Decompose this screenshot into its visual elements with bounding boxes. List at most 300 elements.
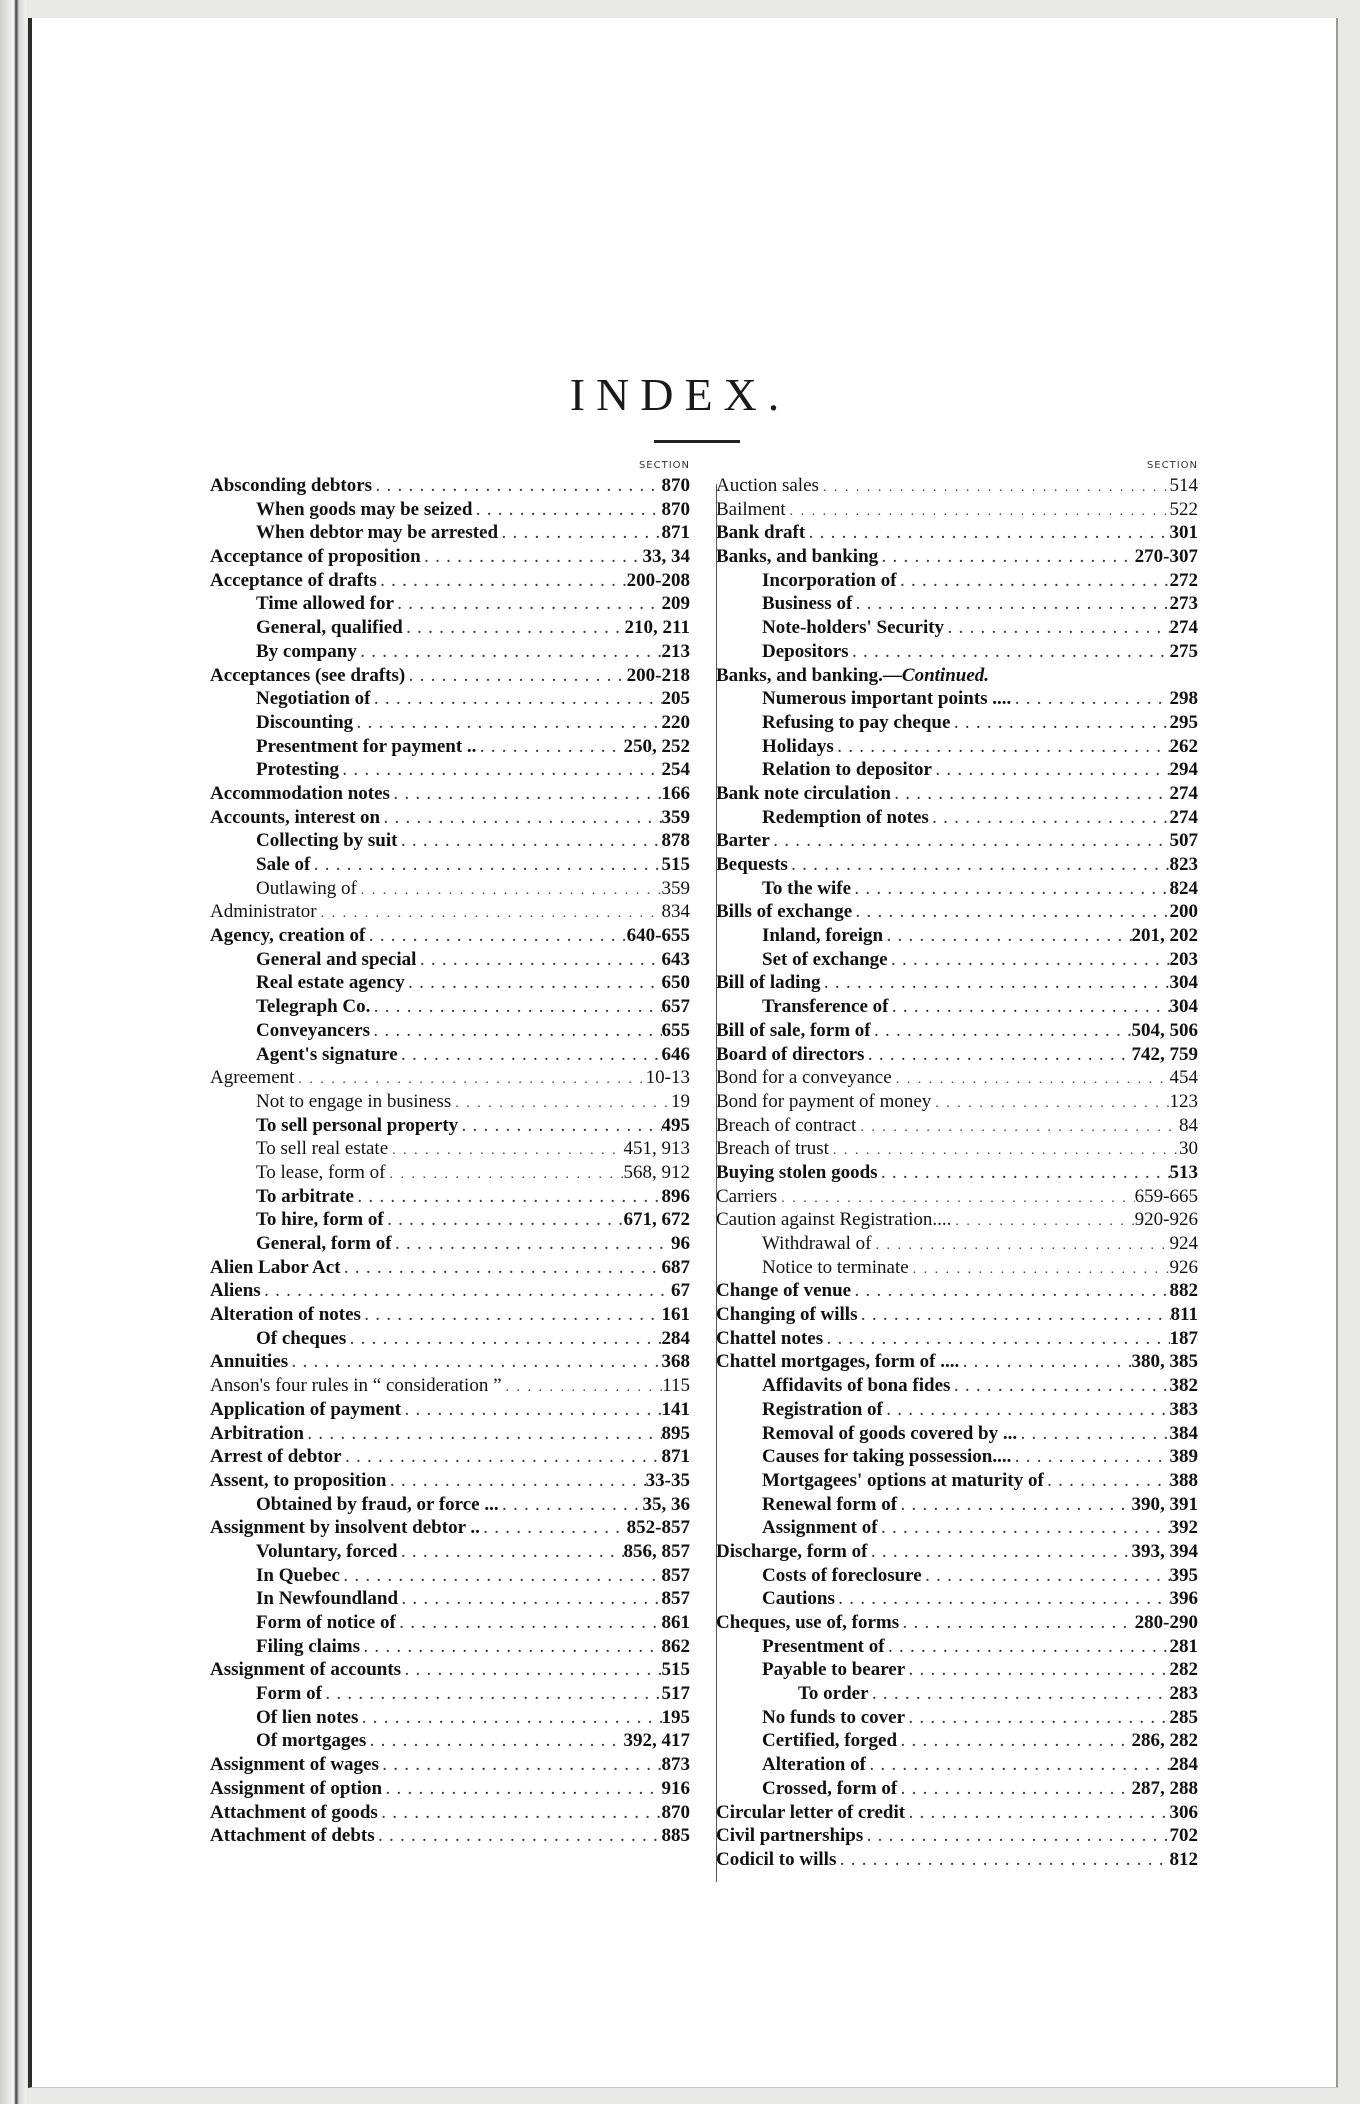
index-entry-label: Not to engage in business — [256, 1090, 452, 1112]
section-reference: 896 — [661, 1185, 690, 1207]
section-reference: 298 — [1169, 688, 1198, 710]
dot-leader — [346, 1329, 661, 1351]
index-entry — [210, 1327, 690, 1351]
index-entry — [210, 1303, 690, 1327]
index-entry — [210, 1256, 690, 1280]
index-entry — [716, 1066, 1198, 1090]
dot-leader — [932, 760, 1170, 782]
dot-leader — [905, 1660, 1169, 1682]
index-entry — [210, 1753, 690, 1777]
dot-leader — [382, 1779, 661, 1801]
dot-leader — [883, 1400, 1170, 1422]
section-reference: 275 — [1169, 640, 1198, 662]
index-entry-label: Acceptances (see drafts) — [210, 664, 406, 686]
index-entry-label: General, form of — [256, 1233, 392, 1254]
index-entry — [210, 782, 690, 806]
index-entry-label: Discounting — [256, 711, 354, 733]
dot-leader — [883, 926, 1131, 948]
dot-leader — [888, 950, 1170, 972]
index-entry-label: Breach of trust — [716, 1138, 829, 1160]
index-entry-label: Affidavits of bona fides — [762, 1375, 951, 1397]
index-entry-label: Time allowed for — [256, 593, 394, 615]
index-entry-label: Attachment of goods — [210, 1801, 378, 1823]
index-entry-label: Discharge, form of — [716, 1540, 868, 1562]
dot-leader — [897, 1779, 1131, 1801]
index-entry-label: When goods may be seized — [256, 498, 473, 520]
index-entry — [716, 521, 1198, 545]
index-entry-list — [210, 474, 690, 1848]
index-entry — [210, 877, 690, 901]
index-entry — [210, 1350, 690, 1374]
dot-leader — [866, 1755, 1170, 1777]
index-entry-label: Presentment of — [762, 1635, 885, 1657]
dot-leader — [1011, 1447, 1169, 1469]
index-entry — [210, 1445, 690, 1469]
section-reference: 203 — [1169, 948, 1198, 970]
index-entry-label: To arbitrate — [256, 1185, 354, 1207]
index-entry — [210, 1469, 690, 1493]
section-reference: 924 — [1169, 1233, 1198, 1254]
dot-leader — [360, 1637, 662, 1659]
dot-leader — [380, 808, 661, 830]
dot-leader — [397, 831, 661, 853]
section-reference: 285 — [1169, 1706, 1198, 1728]
dot-leader — [339, 760, 661, 782]
dot-leader — [878, 547, 1135, 569]
index-entry — [716, 900, 1198, 924]
index-entry-label: Voluntary, forced — [256, 1540, 398, 1562]
dot-leader — [851, 879, 1169, 901]
section-reference: 393, 394 — [1131, 1540, 1198, 1562]
index-entry-label: When debtor may be arrested — [256, 522, 499, 544]
index-entry — [716, 592, 1198, 616]
section-reference: 515 — [661, 854, 690, 875]
index-entry — [210, 1706, 690, 1730]
section-column-header: SECTION — [638, 460, 690, 471]
index-entry — [210, 1587, 690, 1611]
section-reference: 30 — [1179, 1138, 1198, 1160]
index-entry — [716, 1729, 1198, 1753]
index-entry-label: General and special — [256, 948, 417, 970]
dot-leader — [950, 713, 1169, 735]
index-entry-list — [716, 474, 1198, 1872]
index-entry — [716, 569, 1198, 593]
section-reference: 646 — [661, 1043, 690, 1065]
index-entry — [210, 1114, 690, 1138]
index-entry — [716, 1635, 1198, 1659]
section-reference: 284 — [1169, 1754, 1198, 1776]
index-entry — [210, 1137, 690, 1161]
index-entry-label: Barter — [716, 830, 770, 852]
index-entry-label: Agency, creation of — [210, 925, 366, 947]
index-entry — [210, 995, 690, 1019]
dot-leader — [871, 1021, 1132, 1043]
index-entry — [716, 1824, 1198, 1848]
index-entry — [210, 1801, 690, 1825]
index-entry — [716, 1658, 1198, 1682]
section-reference: 287, 288 — [1131, 1777, 1198, 1799]
index-entry — [210, 1279, 690, 1303]
section-reference: 359 — [661, 877, 690, 899]
index-entry — [716, 924, 1198, 948]
index-entry — [210, 1516, 690, 1540]
continued-note: Continued. — [901, 664, 990, 686]
index-entry — [716, 829, 1198, 853]
index-entry — [716, 616, 1198, 640]
index-entry — [210, 1043, 690, 1067]
dot-leader — [317, 902, 662, 924]
section-reference: 862 — [661, 1635, 690, 1657]
index-entry-label: Anson's four rules in “ consideration ” — [210, 1375, 502, 1397]
index-entry-label: Civil partnerships — [716, 1825, 864, 1847]
index-entry — [716, 1753, 1198, 1777]
index-entry — [210, 569, 690, 593]
section-reference: 513 — [1169, 1161, 1198, 1183]
index-entry-label: Bank note circulation — [716, 782, 891, 804]
index-entry-label: Bank draft — [716, 522, 806, 544]
index-entry-label: Of cheques — [256, 1327, 347, 1349]
index-entry-label: Bill of sale, form of — [716, 1019, 871, 1041]
index-entry — [716, 971, 1198, 995]
section-reference: 515 — [661, 1659, 690, 1681]
dot-leader — [310, 855, 661, 877]
section-reference: 282 — [1169, 1659, 1198, 1681]
index-entry-label: Assignment of accounts — [210, 1659, 402, 1681]
index-entry — [210, 1161, 690, 1185]
index-entry-label: Set of exchange — [762, 948, 888, 970]
dot-leader — [829, 1139, 1179, 1161]
index-entry-label: Note-holders' Security — [762, 617, 945, 639]
section-reference: 19 — [671, 1090, 690, 1112]
index-entry-label: Auction sales — [716, 475, 819, 496]
index-entry — [716, 1682, 1198, 1706]
index-entry-label: Assignment of option — [210, 1777, 383, 1799]
dot-leader — [361, 1305, 662, 1327]
dot-leader — [388, 1139, 623, 1161]
dot-leader — [366, 1731, 623, 1753]
index-entry-label: Cautions — [762, 1588, 835, 1610]
index-entry-label: Acceptance of proposition — [210, 546, 421, 568]
section-reference: 161 — [661, 1304, 690, 1326]
section-reference: 200 — [1169, 901, 1198, 923]
dot-leader — [371, 689, 662, 711]
dot-leader — [777, 1187, 1134, 1209]
dot-leader — [365, 926, 626, 948]
title-rule — [654, 440, 740, 443]
dot-leader — [394, 594, 662, 616]
dot-leader — [370, 1021, 662, 1043]
section-reference: 885 — [661, 1825, 690, 1847]
index-entry-label: Chattel notes — [716, 1327, 824, 1349]
index-entry — [210, 1658, 690, 1682]
index-entry-label: Acceptance of drafts — [210, 569, 377, 591]
dot-leader — [377, 571, 627, 593]
index-entry — [716, 474, 1198, 498]
section-reference: 895 — [661, 1422, 690, 1444]
section-column-header: SECTION — [1146, 460, 1198, 471]
section-reference: 568, 912 — [623, 1161, 690, 1183]
section-reference: 873 — [661, 1754, 690, 1776]
index-entry — [210, 735, 690, 759]
index-entry — [210, 948, 690, 972]
dot-leader — [959, 1352, 1131, 1374]
section-reference: 823 — [1169, 854, 1198, 875]
dot-leader — [786, 500, 1170, 522]
dot-leader — [357, 879, 662, 901]
dot-leader — [950, 1376, 1169, 1398]
dot-leader — [852, 902, 1169, 924]
index-entry-label: Conveyancers — [256, 1019, 370, 1041]
section-reference: 195 — [661, 1706, 690, 1728]
index-entry — [210, 1777, 690, 1801]
index-entry-label: Chattel mortgages, form of .... — [716, 1351, 960, 1373]
page-title: INDEX. — [569, 369, 791, 420]
section-reference: 871 — [661, 1446, 690, 1468]
section-reference: 824 — [1169, 877, 1198, 899]
index-entry-label: Caution against Registration.... — [716, 1209, 952, 1231]
index-entry-label: Certified, forged — [762, 1730, 898, 1752]
dot-leader — [834, 737, 1170, 759]
index-entry — [210, 664, 690, 688]
dot-leader — [885, 1637, 1170, 1659]
section-reference: 295 — [1169, 711, 1198, 733]
dot-leader — [888, 997, 1169, 1019]
index-entry-label: Mortgagees' options at maturity of — [762, 1469, 1044, 1491]
index-entry-label: No funds to cover — [762, 1706, 906, 1728]
dot-leader — [872, 1234, 1170, 1256]
dot-leader — [867, 1542, 1131, 1564]
index-entry-label: Collecting by suit — [256, 830, 398, 852]
section-reference: 384 — [1169, 1422, 1198, 1444]
index-entry — [716, 1777, 1198, 1801]
section-reference: 294 — [1169, 759, 1198, 781]
index-entry-label: Sale of — [256, 854, 311, 875]
index-entry — [210, 900, 690, 924]
index-entry — [716, 1019, 1198, 1043]
index-entry — [716, 711, 1198, 735]
index-entry — [716, 1493, 1198, 1517]
index-entry — [716, 498, 1198, 522]
section-reference: 284 — [661, 1327, 690, 1349]
index-entry — [716, 853, 1198, 877]
index-entry — [210, 1540, 690, 1564]
dot-leader — [836, 1850, 1169, 1872]
section-reference: 84 — [1179, 1114, 1198, 1136]
section-reference: 67 — [671, 1280, 690, 1302]
index-entry-label: Real estate agency — [256, 972, 405, 994]
dot-leader — [341, 1258, 662, 1280]
dot-leader — [386, 1163, 624, 1185]
index-entry-label: Of lien notes — [256, 1706, 359, 1728]
section-reference: 304 — [1169, 972, 1198, 994]
index-entry — [716, 782, 1198, 806]
dot-leader — [878, 1518, 1170, 1540]
index-entry — [210, 829, 690, 853]
index-entry — [716, 1801, 1198, 1825]
index-entry-label: Attachment of debts — [210, 1825, 375, 1847]
index-entry — [210, 498, 690, 522]
dot-leader — [805, 523, 1169, 545]
section-reference: 382 — [1169, 1375, 1198, 1397]
section-reference: 200-208 — [626, 569, 690, 591]
index-entry-label: Inland, foreign — [762, 925, 884, 947]
index-entry-label: Refusing to pay cheque — [762, 711, 951, 733]
section-reference: 857 — [661, 1588, 690, 1610]
dot-leader — [370, 997, 661, 1019]
dot-leader — [502, 1376, 663, 1398]
index-entry — [210, 545, 690, 569]
dot-leader — [398, 1045, 662, 1067]
index-entry-label: Banks, and banking.— — [716, 664, 902, 686]
index-entry-label: Payable to bearer — [762, 1659, 906, 1681]
index-entry — [716, 1706, 1198, 1730]
dot-leader — [379, 1755, 662, 1777]
index-entry-label: Costs of foreclosure — [762, 1564, 922, 1586]
dot-leader — [931, 1092, 1169, 1114]
index-entry — [210, 1208, 690, 1232]
index-entry-label: To hire, form of — [256, 1209, 384, 1231]
index-entry-label: Form of notice of — [256, 1612, 396, 1633]
section-reference: 920-926 — [1134, 1209, 1198, 1231]
index-entry-label: By company — [256, 640, 357, 662]
index-entry-label: Administrator — [210, 901, 317, 923]
section-reference: 273 — [1169, 593, 1198, 615]
dot-leader — [929, 808, 1170, 830]
index-entry — [210, 592, 690, 616]
section-reference: 274 — [1169, 806, 1198, 828]
section-reference: 861 — [661, 1612, 690, 1633]
dot-leader — [261, 1281, 671, 1303]
index-entry-label: Assent, to proposition — [210, 1469, 387, 1491]
index-entry-label: Negotiation of — [256, 688, 371, 710]
index-entry-label: General, qualified — [256, 617, 403, 639]
index-entry-label: Alien Labor Act — [210, 1256, 341, 1278]
index-entry-label: Relation to depositor — [762, 759, 932, 781]
index-entry-label: Protesting — [256, 759, 340, 781]
index-entry — [716, 877, 1198, 901]
index-entry — [210, 521, 690, 545]
index-entry — [716, 1611, 1198, 1635]
section-reference: 495 — [661, 1114, 690, 1136]
index-entry — [716, 1445, 1198, 1469]
section-reference: 262 — [1169, 735, 1198, 757]
section-reference: 870 — [661, 498, 690, 520]
dot-leader — [386, 1471, 645, 1493]
index-entry-label: Depositors — [762, 640, 849, 662]
section-reference: 871 — [661, 522, 690, 544]
index-entry — [716, 1469, 1198, 1493]
dot-leader — [354, 1187, 662, 1209]
section-reference: 882 — [1169, 1280, 1198, 1302]
dot-leader — [788, 855, 1170, 877]
index-entry — [210, 1635, 690, 1659]
index-entry-label: Breach of contract — [716, 1114, 857, 1136]
index-entry — [210, 1682, 690, 1706]
dot-leader — [340, 1566, 662, 1588]
section-reference: 210, 211 — [624, 617, 690, 639]
section-reference: 687 — [661, 1256, 690, 1278]
dot-leader — [304, 1424, 662, 1446]
index-entry-label: Form of — [256, 1683, 322, 1705]
index-entry — [716, 758, 1198, 782]
section-reference: 811 — [1170, 1304, 1198, 1326]
dot-leader — [897, 1731, 1131, 1753]
dot-leader — [401, 1400, 661, 1422]
index-entry — [716, 1350, 1198, 1374]
section-reference: 870 — [661, 475, 690, 496]
index-entry-label: Cheques, use of, forms — [716, 1612, 900, 1633]
dot-leader — [951, 1210, 1134, 1232]
index-entry-label: Bond for a conveyance — [716, 1067, 892, 1089]
dot-leader — [421, 547, 643, 569]
index-entry — [210, 1564, 690, 1588]
section-reference: 141 — [661, 1398, 690, 1420]
dot-leader — [863, 1826, 1169, 1848]
index-entry — [716, 1422, 1198, 1446]
index-entry-label: Outlawing of — [256, 877, 357, 899]
section-reference: 926 — [1169, 1256, 1198, 1278]
section-reference: 201, 202 — [1131, 925, 1198, 947]
index-entry — [210, 1066, 690, 1090]
index-entry — [210, 687, 690, 711]
index-entry-label: Removal of goods covered by ... — [762, 1422, 1018, 1444]
index-entry-label: Agreement — [210, 1067, 295, 1089]
dot-leader — [396, 1613, 662, 1635]
dot-leader — [878, 1163, 1170, 1185]
index-entry-label: Change of venue — [716, 1280, 852, 1302]
index-entry-label: Filing claims — [256, 1635, 360, 1657]
index-entry-label: Crossed, form of — [762, 1777, 898, 1799]
index-entry — [716, 1587, 1198, 1611]
section-reference: 742, 759 — [1131, 1043, 1198, 1065]
index-entry — [716, 1327, 1198, 1351]
index-entry-label: Annuities — [210, 1351, 289, 1373]
dot-leader — [1011, 689, 1169, 711]
section-reference: 301 — [1169, 522, 1198, 544]
section-reference: 254 — [661, 759, 690, 781]
index-entry-label: To sell personal property — [256, 1114, 459, 1136]
dot-leader — [770, 831, 1170, 853]
index-entry — [210, 1398, 690, 1422]
dot-leader — [384, 1210, 624, 1232]
index-entry — [716, 1398, 1198, 1422]
section-reference: 35, 36 — [642, 1493, 690, 1515]
dot-leader — [823, 1329, 1169, 1351]
section-reference: 10-13 — [645, 1067, 690, 1089]
dot-leader — [451, 1092, 671, 1114]
index-entry — [716, 545, 1198, 569]
dot-leader — [405, 666, 626, 688]
index-entry-label: Causes for taking possession.... — [762, 1446, 1012, 1468]
section-reference: 213 — [661, 640, 690, 662]
dot-leader — [357, 642, 662, 664]
index-entry — [210, 758, 690, 782]
section-reference: 272 — [1169, 569, 1198, 591]
index-entry — [210, 1611, 690, 1635]
index-entry — [716, 687, 1198, 711]
dot-leader — [378, 1803, 662, 1825]
index-entry-label: Incorporation of — [762, 569, 897, 591]
index-entry — [716, 1374, 1198, 1398]
index-entry-label: Agent's signature — [256, 1043, 398, 1065]
section-reference: 383 — [1169, 1398, 1198, 1420]
section-reference: 306 — [1169, 1801, 1198, 1823]
section-reference: 396 — [1169, 1588, 1198, 1610]
dot-leader — [342, 1447, 662, 1469]
adjacent-page-edge — [0, 0, 26, 2104]
dot-leader — [944, 618, 1169, 640]
index-entry-label: Absconding debtors — [210, 475, 373, 496]
